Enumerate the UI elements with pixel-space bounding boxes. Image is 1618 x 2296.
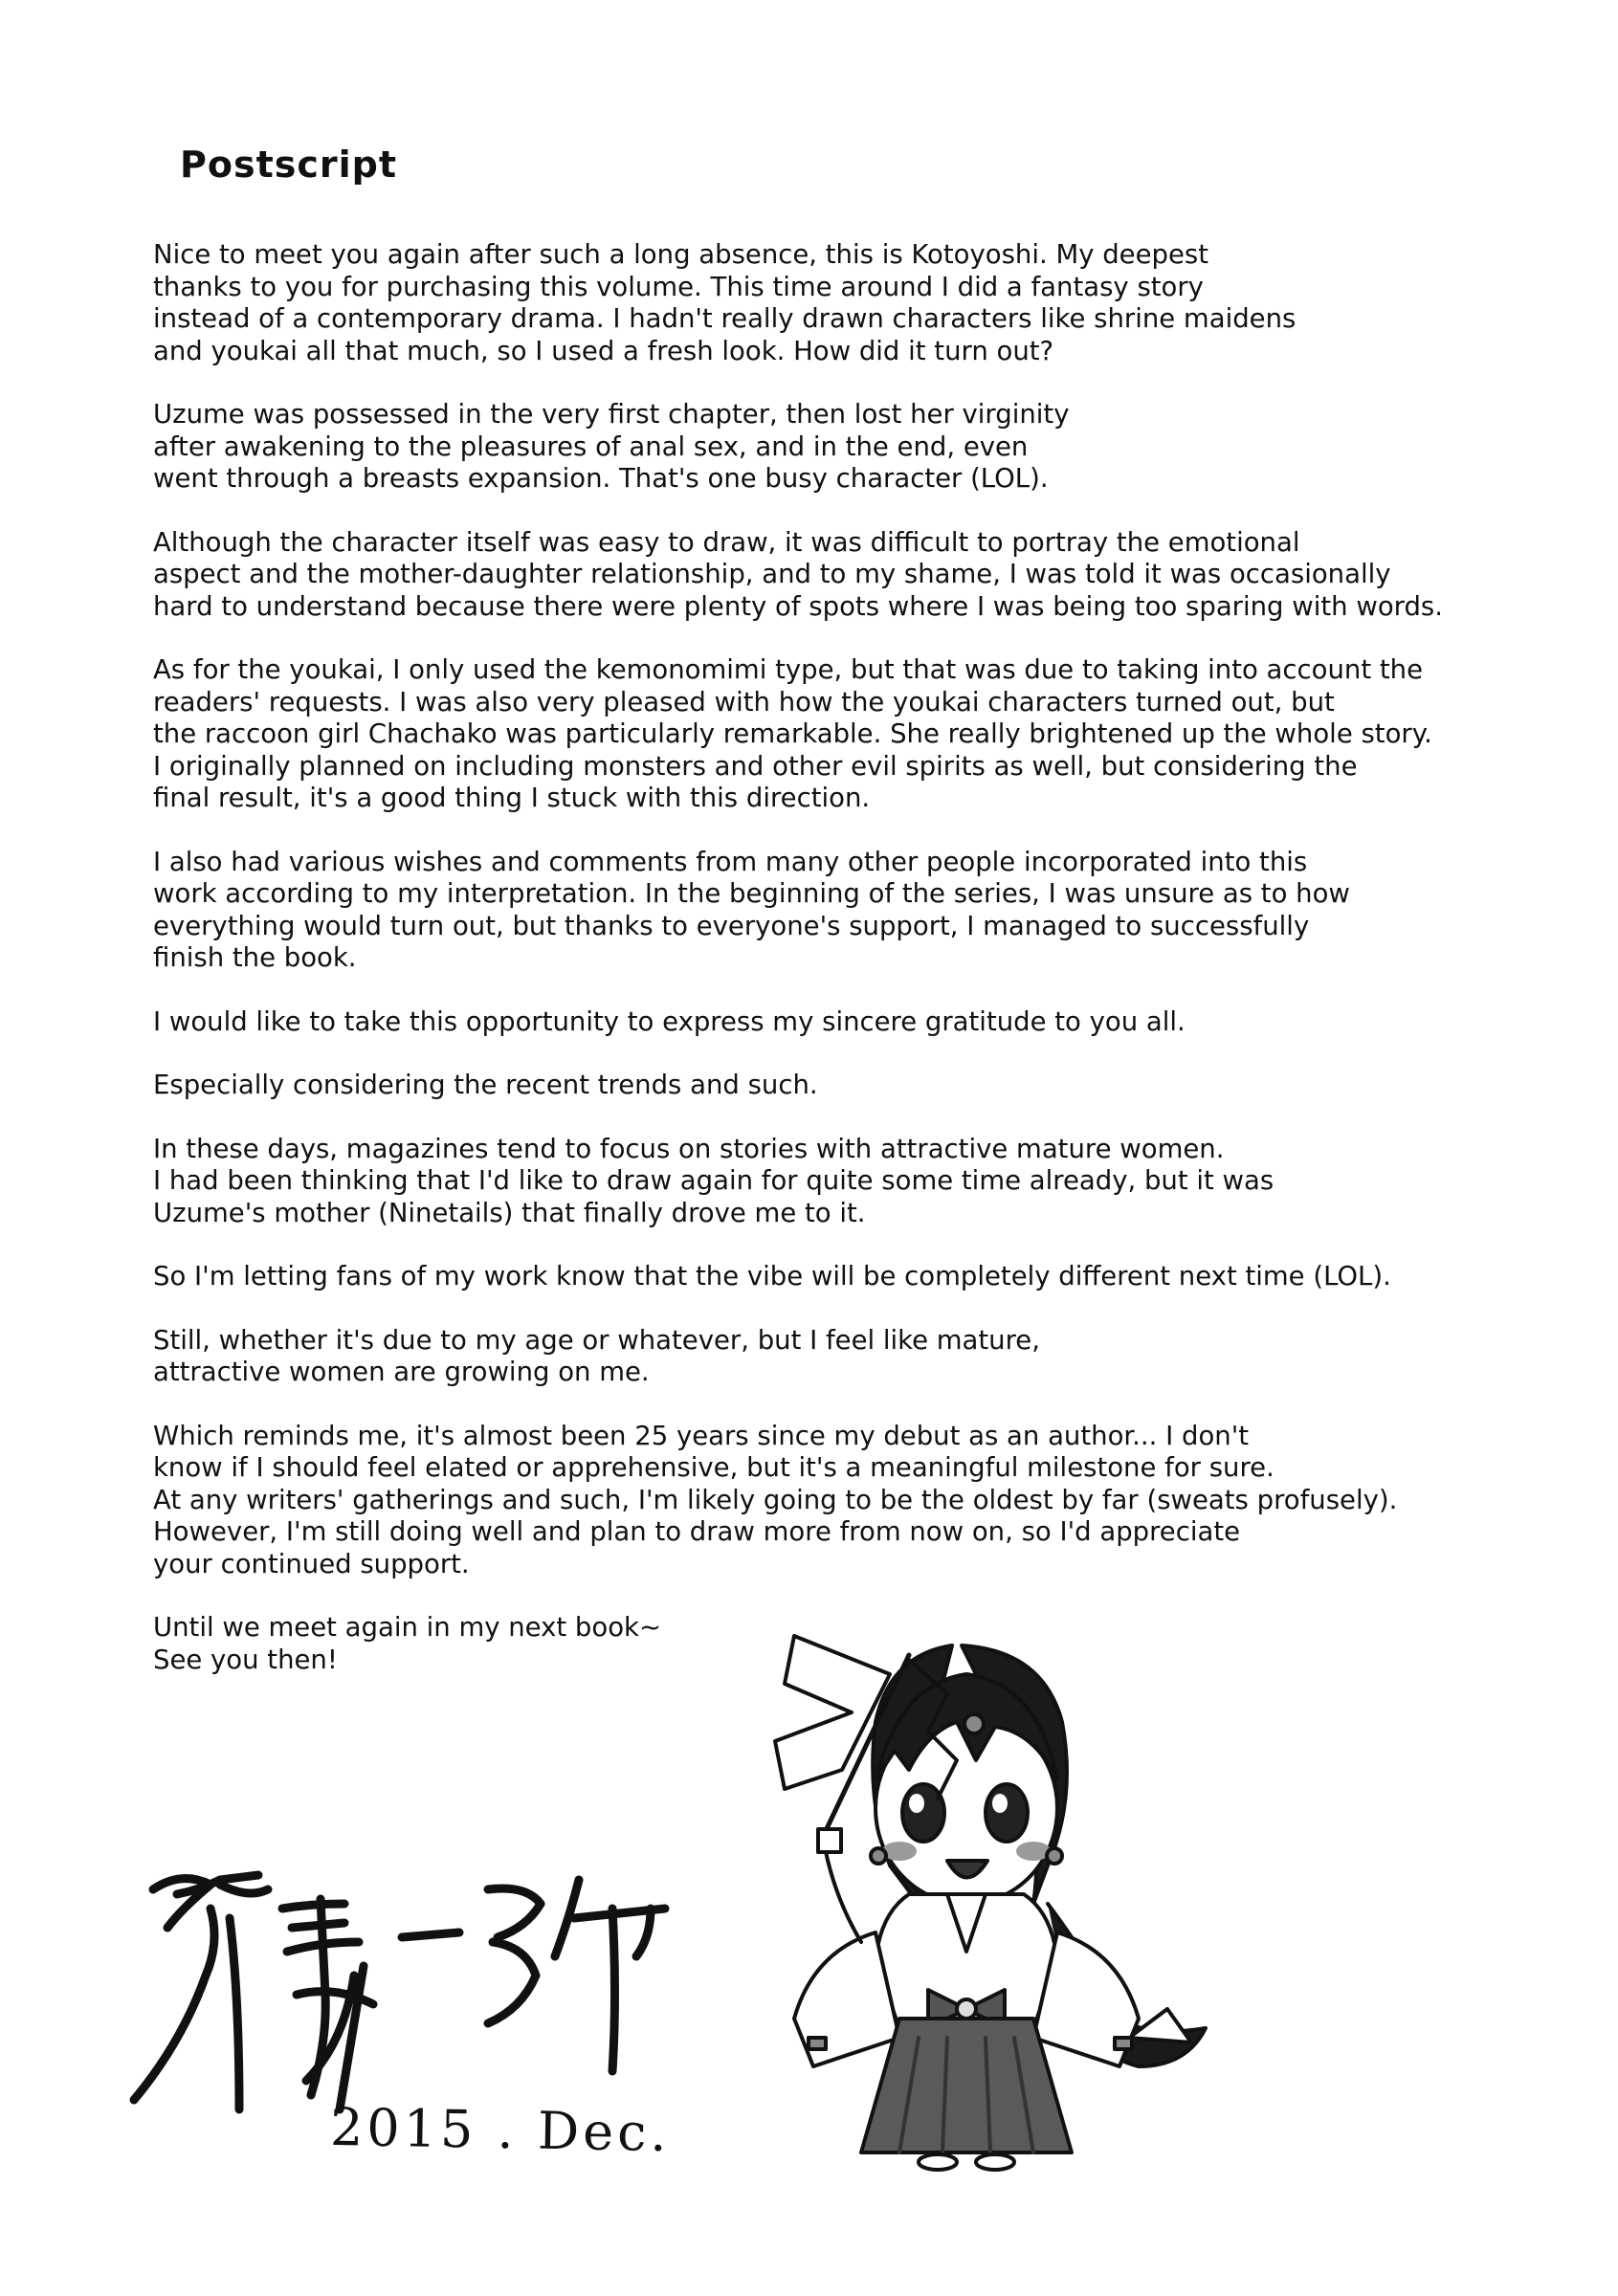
text-line: At any writers' gatherings and such, I'm likely going to be the oldest by far (sweats profusely). — [153, 1484, 1398, 1515]
text-line: attractive women are growing on me. — [153, 1357, 650, 1387]
text-line: aspect and the mother-daughter relationship, and to my shame, I was told it was occasionally — [153, 559, 1391, 589]
text-line: final result, it's a good thing I stuck with this direction. — [153, 783, 871, 813]
paragraph — [153, 846, 1350, 975]
text-line: after awakening to the pleasures of anal sex, and in the end, even — [153, 430, 1029, 462]
text-line: In these days, magazines tend to focus on stories with attractive mature women. — [153, 1133, 1225, 1164]
text-line: Until we meet again in my next book~ — [153, 1612, 661, 1643]
text-line: Although the character itself was easy to draw, it was difficult to portray the emotional — [153, 526, 1300, 558]
text-line: I originally planned on including monsters and other evil spirits as well, but considering the — [153, 750, 1358, 782]
paragraph — [153, 239, 1297, 367]
signature-date: 2015 . Dec. — [329, 2096, 672, 2164]
paragraph — [153, 1325, 1244, 1389]
text-line: I also had various wishes and comments from many other people incorporated into this — [153, 846, 1308, 877]
shrine-maiden-illustration-icon — [670, 1617, 1244, 2191]
text-line: Especially considering the recent trends and such. — [153, 1070, 818, 1100]
paragraph — [153, 1006, 1244, 1039]
text-line: Still, whether it's due to my age or whatever, but I feel like mature, — [153, 1324, 1040, 1356]
text-line: Uzume's mother (Ninetails) that finally drove me to it. — [153, 1197, 866, 1228]
text-line: As for the youkai, I only used the kemonomimi type, but that was due to taking into account the — [153, 654, 1423, 685]
text-line: Which reminds me, it's almost been 25 years since my debut as an author... I don't — [153, 1420, 1250, 1451]
page-title: Postscript — [180, 144, 398, 186]
text-line: finish the book. — [153, 942, 357, 973]
paragraph — [153, 1261, 1391, 1293]
text-line: See you then! — [153, 1644, 338, 1675]
text-line: the raccoon girl Chachako was particularly remarkable. She really brightened up the whole story. — [153, 718, 1432, 749]
text-line: Uzume was possessed in the very first chapter, then lost her virginity — [153, 399, 1070, 430]
text-line: hard to understand because there were plenty of spots where I was being too sparing with words. — [153, 590, 1443, 622]
text-line: work according to my interpretation. In the beginning of the series, I was unsure as to how — [153, 878, 1350, 909]
text-line: readers' requests. I was also very pleased with how the youkai characters turned out, but — [153, 686, 1335, 718]
text-line: instead of a contemporary drama. I hadn't really drawn characters like shrine maidens — [153, 303, 1297, 334]
postscript-body — [153, 239, 1443, 1708]
text-line: However, I'm still doing well and plan to draw more from now on, so I'd appreciate — [153, 1516, 1241, 1547]
text-line: Nice to meet you again after such a long absence, this is Kotoyoshi. My deepest — [153, 239, 1208, 270]
paragraph — [153, 1420, 1398, 1581]
text-line: I would like to take this opportunity to express my sincere gratitude to you all. — [153, 1005, 1186, 1037]
paragraph — [153, 1133, 1274, 1230]
text-line: everything would turn out, but thanks to everyone's support, I managed to successfully — [153, 910, 1310, 941]
text-line: know if I should feel elated or apprehensive, but it's a meaningful milestone for sure. — [153, 1452, 1274, 1483]
paragraph — [153, 1070, 1244, 1102]
text-line: went through a breasts expansion. That's one busy character (LOL). — [153, 463, 1049, 494]
paragraph — [153, 399, 1244, 496]
text-line: So I'm letting fans of my work know that the vibe will be completely different next time (LOL). — [153, 1261, 1391, 1292]
text-line: your continued support. — [153, 1548, 470, 1579]
text-line: and youkai all that much, so I used a fresh look. How did it turn out? — [153, 335, 1054, 366]
paragraph — [153, 654, 1432, 815]
text-line: thanks to you for purchasing this volume. This time around I did a fantasy story — [153, 271, 1204, 302]
text-line: I had been thinking that I'd like to draw again for quite some time already, but it was — [153, 1165, 1274, 1196]
paragraph — [153, 526, 1443, 624]
